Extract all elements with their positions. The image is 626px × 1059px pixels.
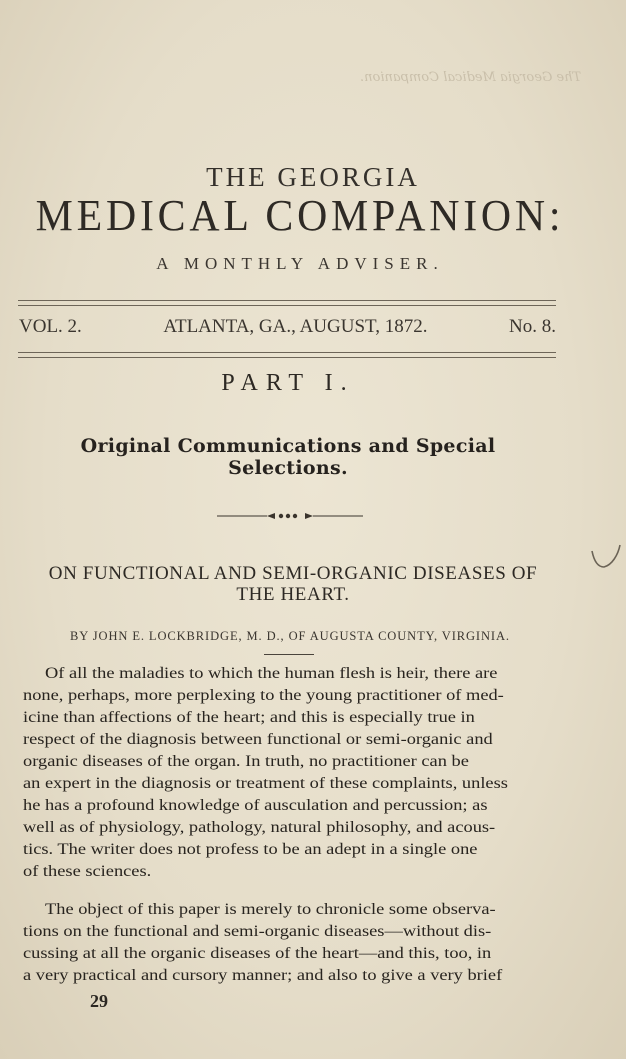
double-rule-top xyxy=(18,300,556,306)
double-rule-bottom xyxy=(18,352,556,358)
article-title-line2: THE HEART. xyxy=(236,584,350,605)
bleed-through-text: The Georgia Medical Companion. xyxy=(360,70,582,85)
part-heading: PART I. xyxy=(221,370,355,396)
article-byline: BY JOHN E. LOCKBRIDGE, M. D., OF AUGUSTA COUNTY, VIRGINIA. xyxy=(70,629,510,643)
text-line: an expert in the diagnosis or treatment of these complaints, unless xyxy=(23,775,508,792)
volume-label: VOL. 2. xyxy=(19,316,82,337)
text-line: Of all the maladies to which the human flesh is heir, there are xyxy=(45,665,498,682)
masthead-subtitle: A MONTHLY ADVISER. xyxy=(156,254,444,273)
text-line: The object of this paper is merely to chronicle some observa- xyxy=(45,901,496,918)
text-line: well as of physiology, pathology, natural philosophy, and acous- xyxy=(23,819,496,836)
text-line: none, perhaps, more perplexing to the young practitioner of med- xyxy=(23,687,504,704)
text-line: he has a profound knowledge of ausculation and percussion; as xyxy=(23,797,488,814)
ornament-divider xyxy=(217,510,363,522)
text-line: organic diseases of the organ. In truth, no practitioner can be xyxy=(23,753,469,770)
issue-line xyxy=(19,316,556,338)
article-title-line1: ON FUNCTIONAL AND SEMI-ORGANIC DISEASES OF xyxy=(48,563,538,584)
issue-number: No. 8. xyxy=(509,316,556,337)
text-line: respect of the diagnosis between functional or semi-organic and xyxy=(23,731,493,748)
text-line: cussing at all the organic diseases of the heart—and this, too, in xyxy=(23,945,492,962)
section-heading: Original Communications and Special Selections. xyxy=(80,435,496,479)
page-number: 29 xyxy=(90,991,108,1011)
text-line: icine than affections of the heart; and this is especially true in xyxy=(23,709,475,726)
short-rule xyxy=(264,654,314,655)
text-line: tics. The writer does not profess to be an adept in a single one xyxy=(23,841,478,858)
text-line: of these sciences. xyxy=(23,863,152,880)
masthead-line1: THE GEORGIA xyxy=(206,162,420,192)
text-line: a very practical and cursory manner; and also to give a very brief xyxy=(23,967,503,984)
pencil-check-mark xyxy=(588,543,622,573)
place-date: ATLANTA, GA., AUGUST, 1872. xyxy=(163,316,428,337)
masthead-title: MEDICAL COMPANION: xyxy=(35,191,565,240)
text-line: tions on the functional and semi-organic diseases—without dis- xyxy=(23,923,492,940)
